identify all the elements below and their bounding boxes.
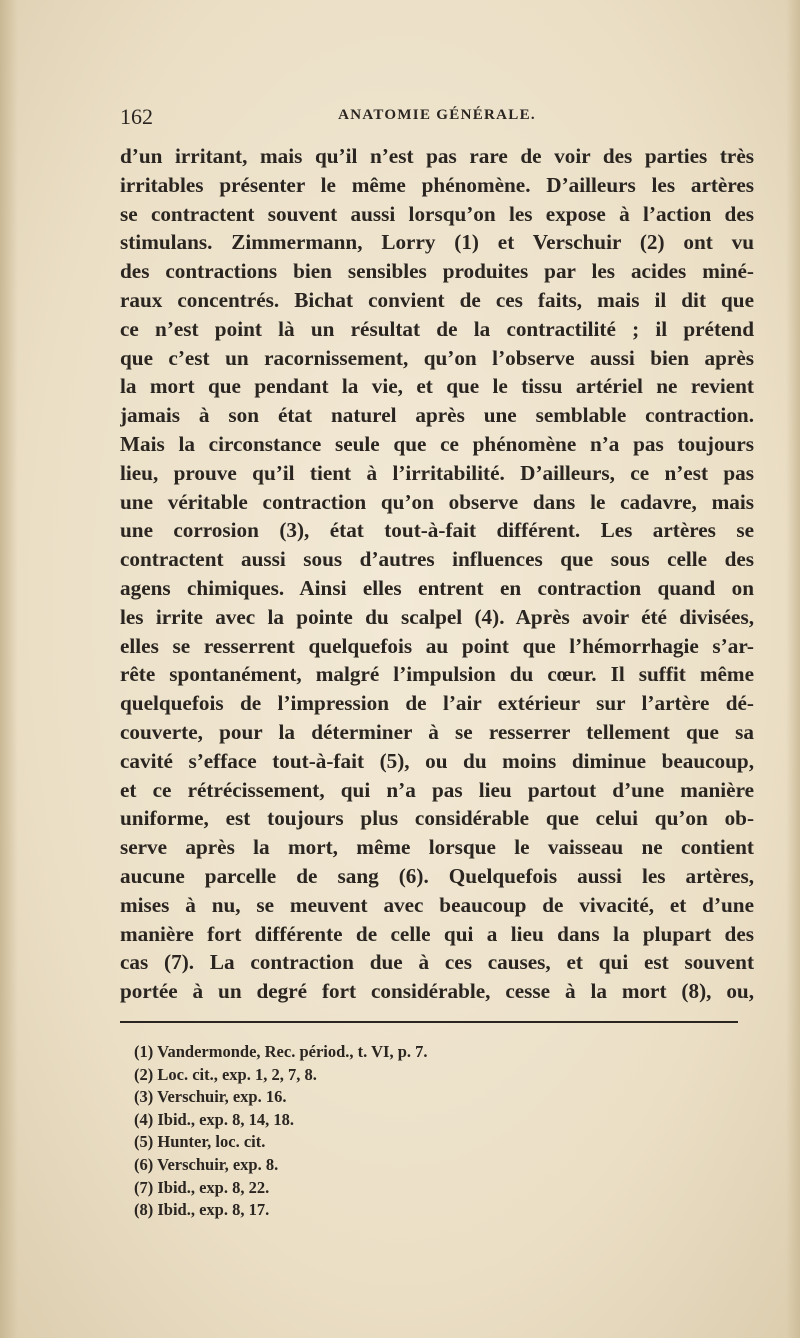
text-line: lieu, prouve qu’il tient à l’irritabilité. D’ailleurs, ce n’est pas [120, 460, 754, 485]
text-line: ce n’est point là un résultat de la contractilité ; il prétend [120, 316, 754, 341]
body-text [120, 142, 754, 1006]
text-line: cas (7). La contraction due à ces causes, et qui est souvent [120, 950, 754, 975]
text-line: uniforme, est toujours plus considérable que celui qu’on ob- [120, 806, 754, 831]
footnote: (2) Loc. cit., exp. 1, 2, 7, 8. [134, 1064, 317, 1084]
text-line: elles se resserrent quelquefois au point que l’hémorrhagie s’ar- [120, 633, 754, 658]
text-line: manière fort différente de celle qui a lieu dans la plupart des [120, 921, 754, 946]
text-line: couverte, pour la déterminer à se resserrer tellement que sa [120, 719, 754, 744]
page-header [120, 104, 754, 134]
text-line: jamais à son état naturel après une semblable contraction. [120, 403, 754, 428]
text-line: une corrosion (3), état tout-à-fait différent. Les artères se [120, 518, 754, 543]
text-line: agens chimiques. Ainsi elles entrent en contraction quand on [120, 575, 754, 600]
footnote: (5) Hunter, loc. cit. [134, 1132, 266, 1152]
text-line: portée à un degré fort considérable, cesse à la mort (8), ou, [120, 979, 754, 1004]
text-line: les irrite avec la pointe du scalpel (4). Après avoir été divisées, [120, 604, 754, 629]
text-line: cavité s’efface tout-à-fait (5), ou du moins diminue beaucoup, [120, 748, 754, 773]
footnote-separator-rule [120, 1021, 738, 1023]
text-line: d’un irritant, mais qu’il n’est pas rare de voir des parties très [120, 144, 754, 168]
footnote: (4) Ibid., exp. 8, 14, 18. [134, 1109, 294, 1129]
text-line: irritables présenter le même phénomène. D’ailleurs les artères [120, 172, 754, 197]
text-line: Mais la circonstance seule que ce phénomène n’a pas toujours [120, 431, 754, 456]
page-shadow-right [786, 0, 800, 1338]
footnote: (1) Vandermonde, Rec. périod., t. VI, p. 7. [134, 1042, 428, 1061]
footnote: (3) Verschuir, exp. 16. [134, 1087, 287, 1107]
text-line: et ce rétrécissement, qui n’a pas lieu partout d’une manière [120, 777, 754, 802]
text-line: que c’est un racornissement, qu’on l’observe aussi bien après [120, 345, 754, 370]
footnote: (7) Ibid., exp. 8, 22. [134, 1177, 270, 1197]
text-line: rête spontanément, malgré l’impulsion du cœur. Il suffit même [120, 662, 754, 687]
text-line: se contractent souvent aussi lorsqu’on les expose à l’action des [120, 201, 754, 226]
page-number: 162 [120, 104, 153, 129]
footnote: (6) Verschuir, exp. 8. [134, 1154, 279, 1174]
footnotes [134, 1041, 654, 1222]
text-line: raux concentrés. Bichat convient de ces faits, mais il dit que [120, 287, 754, 312]
footnote: (8) Ibid., exp. 8, 17. [134, 1200, 270, 1220]
text-line: quelquefois de l’impression de l’air extérieur sur l’artère dé- [120, 691, 754, 716]
text-line: aucune parcelle de sang (6). Quelquefois aussi les artères, [120, 863, 754, 888]
page-shadow-left [0, 0, 18, 1338]
text-line: stimulans. Zimmermann, Lorry (1) et Verschuir (2) ont vu [120, 230, 754, 255]
text-line: une véritable contraction qu’on observe dans le cadavre, mais [120, 489, 754, 514]
text-line: serve après la mort, même lorsque le vaisseau ne contient [120, 835, 754, 860]
text-line: la mort que pendant la vie, et que le tissu artériel ne revient [120, 374, 754, 399]
text-line: des contractions bien sensibles produites par les acides miné- [120, 259, 754, 284]
text-line: contractent aussi sous d’autres influences que sous celle des [120, 547, 754, 572]
running-title: ANATOMIE GÉNÉRALE. [338, 107, 536, 123]
text-line: mises à nu, se meuvent avec beaucoup de vivacité, et d’une [120, 892, 754, 917]
